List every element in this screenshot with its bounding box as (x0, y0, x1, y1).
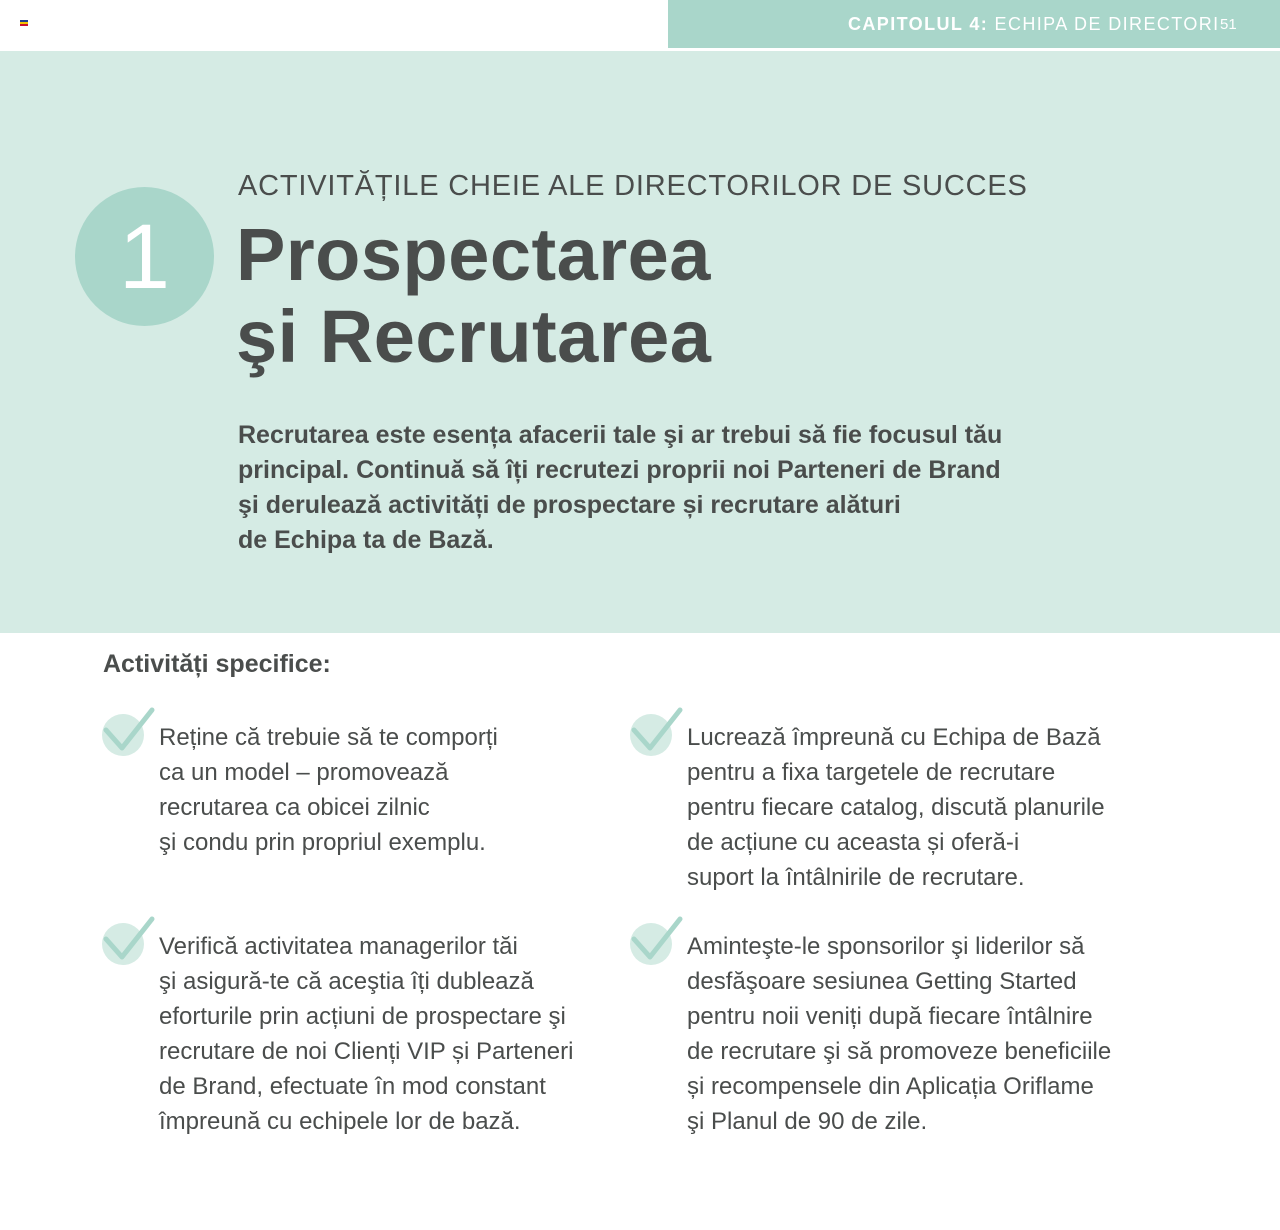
section-kicker: ACTIVITĂȚILE CHEIE ALE DIRECTORILOR DE SUCCES (238, 170, 1028, 202)
activities-heading: Activități specifice: (103, 650, 331, 678)
section-number-badge: 1 (75, 187, 214, 326)
activity-text (159, 720, 498, 860)
page-title-line: Prospectarea (236, 213, 711, 296)
activity-line: pentru a fixa targetele de recrutare (687, 759, 1056, 786)
page-title-line: şi Recrutarea (236, 295, 712, 378)
activity-text (159, 929, 573, 1139)
activity-text (687, 929, 1111, 1139)
activity-line: desfăşoare sesiunea Getting Started (687, 968, 1077, 995)
lead-line: Recrutarea este esența afacerii tale şi ar trebui să fie focusul tău (238, 421, 1003, 449)
activity-line: Reține că trebuie să te comporți (159, 724, 498, 751)
activity-text (687, 720, 1105, 895)
activity-line: Lucrează împreună cu Echipa de Bază (687, 724, 1101, 751)
activity-line: de recrutare şi să promoveze beneficiile (687, 1038, 1112, 1065)
activity-line: eforturile prin acțiuni de prospectare şi (159, 1003, 566, 1030)
language-flag-icon (20, 20, 28, 26)
activity-line: pentru fiecare catalog, discută planurile (687, 794, 1105, 821)
activity-line: recrutare de noi Clienți VIP și Parteneri (159, 1038, 574, 1065)
activity-line: împreună cu echipele lor de bază. (159, 1108, 521, 1135)
lead-line: de Echipa ta de Bază. (238, 526, 494, 554)
activity-line: Aminteşte-le sponsorilor şi liderilor să (687, 933, 1085, 960)
activity-line: recrutarea ca obicei zilnic (159, 794, 430, 821)
activity-line: de acțiune cu aceasta și oferă-i (687, 829, 1020, 856)
chapter-header (668, 0, 1280, 48)
lead-paragraph (238, 418, 1098, 558)
checkmark-icon (628, 911, 684, 967)
activity-line: pentru noii veniți după fiecare întâlnire (687, 1003, 1093, 1030)
activity-line: de Brand, efectuate în mod constant (159, 1073, 546, 1100)
chapter-title: CAPITOLUL 4: ECHIPA DE DIRECTORI (848, 14, 1220, 34)
activity-line: şi condu prin propriul exemplu. (159, 829, 486, 856)
page-title (236, 214, 711, 378)
checkmark-icon (628, 702, 684, 758)
checkmark-icon (100, 702, 156, 758)
page-number: 51 (1220, 16, 1237, 33)
activity-line: și recompensele din Aplicația Oriflame (687, 1073, 1094, 1100)
lead-line: principal. Continuă să îți recrutezi proprii noi Parteneri de Brand (238, 456, 1001, 484)
activity-line: Verifică activitatea managerilor tăi (159, 933, 518, 960)
checkmark-icon (100, 911, 156, 967)
activity-line: şi Planul de 90 de zile. (687, 1108, 928, 1135)
activity-line: suport la întâlnirile de recrutare. (687, 864, 1025, 891)
lead-line: şi derulează activități de prospectare și recrutare alături (238, 491, 901, 519)
activity-line: şi asigură-te că aceştia îți dublează (159, 968, 534, 995)
activity-line: ca un model – promovează (159, 759, 449, 786)
